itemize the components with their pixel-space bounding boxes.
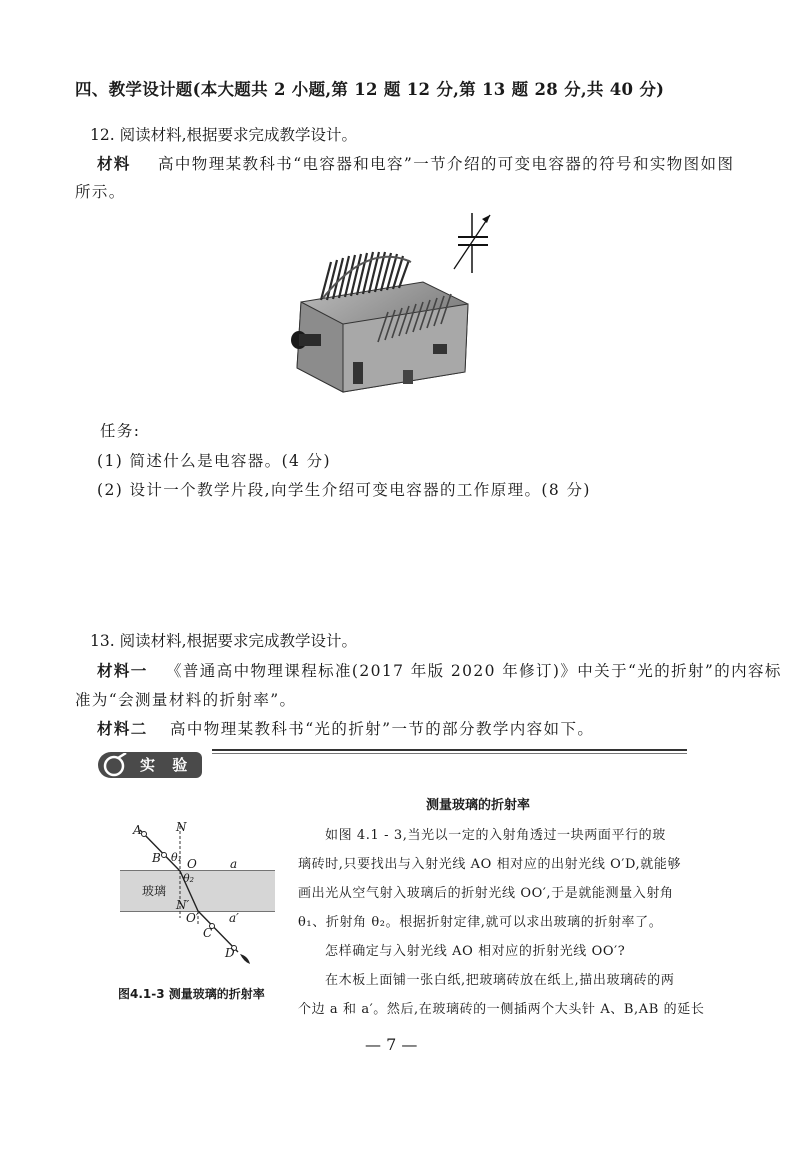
q12-material-line2: 所示。 [75, 183, 126, 201]
label-B: B [152, 851, 161, 865]
q12-material-line1: 高中物理某教科书“电容器和电容”一节介绍的可变电容器的符号和实物图如图 [158, 155, 735, 173]
exp-line-7: 个边 a 和 a′。然后,在玻璃砖的一侧插两个大头针 A、B,AB 的延长 [298, 1002, 705, 1017]
label-C: C [203, 926, 213, 940]
label-theta2: θ₂ [183, 872, 195, 885]
exp-line-5: 怎样确定与入射光线 AO 相对应的折射光线 OO′? [325, 944, 626, 959]
q13-material2-text: 高中物理某教科书“光的折射”一节的部分教学内容如下。 [170, 720, 595, 738]
exp-line-4: θ₁、折射角 θ₂。根据折射定律,就可以求出玻璃的折射率了。 [298, 915, 663, 930]
q13-material1-label: 材料一 [97, 661, 148, 680]
q12-heading: 12. 阅读材料,根据要求完成教学设计。 [90, 126, 358, 144]
q12-material-label: 材料 [97, 154, 131, 173]
banner-rule [212, 749, 687, 751]
exp-line-1: 如图 4.1 - 3,当光以一定的入射角透过一块两面平行的玻 [325, 828, 666, 843]
q12-task-label: 任务: [100, 422, 141, 440]
label-a: a [230, 857, 238, 871]
page-number: — 7 — [365, 1035, 418, 1054]
q12-task-1: (1) 简述什么是电容器。(4 分) [97, 452, 331, 470]
q13-heading: 13. 阅读材料,根据要求完成教学设计。 [90, 632, 358, 650]
exp-line-3: 画出光从空气射入玻璃后的折射光线 OO′,于是就能测量入射角 [298, 886, 674, 901]
label-N-prime: N′ [176, 898, 190, 912]
label-D: D [225, 946, 235, 960]
q13-material1-line2: 准为“会测量材料的折射率”。 [75, 691, 297, 709]
label-a-prime: a′ [229, 911, 239, 925]
label-theta1: θ₁ [171, 851, 183, 864]
figure-caption: 图4.1-3 测量玻璃的折射率 [118, 987, 265, 1001]
q13-material2-label: 材料二 [97, 719, 148, 738]
exp-line-2: 璃砖时,只要找出与入射光线 AO 相对应的出射光线 O′D,就能够 [298, 857, 682, 872]
label-O: O [187, 857, 197, 871]
refraction-figure [110, 818, 290, 978]
experiment-banner-label: 实 验 [140, 756, 194, 774]
flask-icon [100, 753, 130, 777]
label-N: N [176, 820, 187, 834]
q12-task-2: (2) 设计一个教学片段,向学生介绍可变电容器的工作原理。(8 分) [97, 481, 591, 499]
label-glass: 玻璃 [142, 884, 167, 898]
experiment-title: 测量玻璃的折射率 [426, 798, 531, 813]
q13-material1-line1: 《普通高中物理课程标准(2017 年版 2020 年修订)》中关于“光的折射”的内容标 [166, 662, 782, 680]
label-A: A [133, 823, 142, 837]
section-title: 四、教学设计题(本大题共 2 小题,第 12 题 12 分,第 13 题 28 分,共 40 分) [75, 80, 665, 99]
banner-rule-thin [212, 753, 687, 754]
label-O-prime: O′ [186, 911, 199, 925]
exp-line-6: 在木板上面铺一张白纸,把玻璃砖放在纸上,描出玻璃砖的两 [325, 973, 675, 988]
variable-capacitor-photo [283, 242, 473, 400]
